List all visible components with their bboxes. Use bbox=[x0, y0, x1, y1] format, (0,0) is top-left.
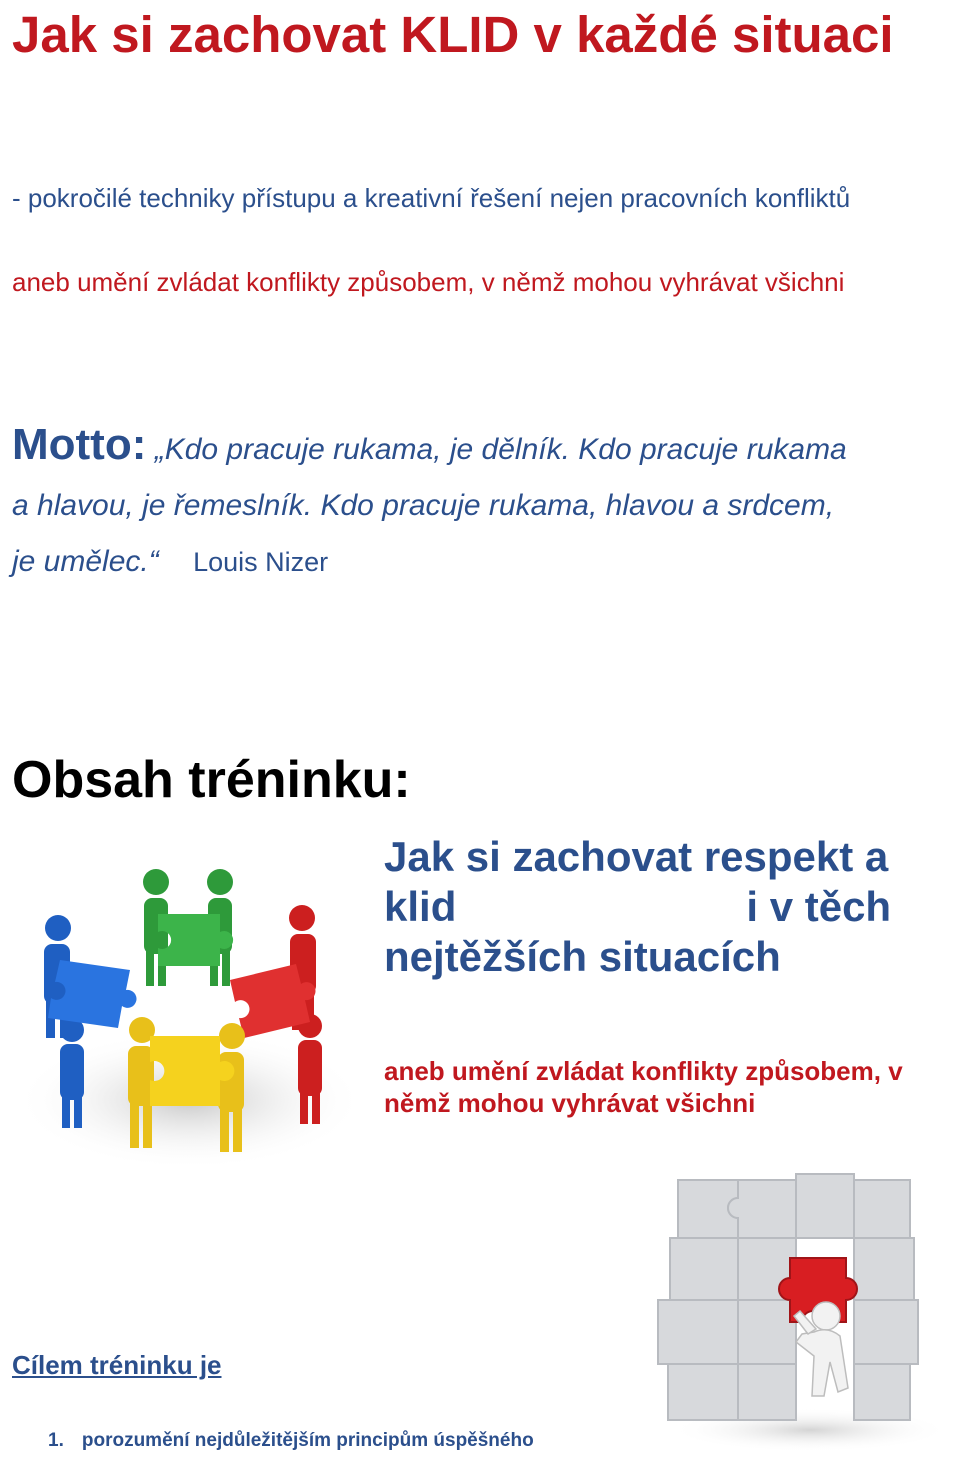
motto-author: Louis Nizer bbox=[193, 547, 329, 577]
training-main-line-2a: klid bbox=[384, 883, 457, 930]
puzzle-people-illustration bbox=[10, 830, 370, 1170]
motto-quote-part-3: je umělec.“ bbox=[12, 545, 159, 578]
list-item-text: porozumění nejdůležitějším principům úspěšného bbox=[81, 1430, 534, 1451]
page-title: Jak si zachovat KLID v každé situaci bbox=[12, 6, 894, 63]
motto-quote-part-1: „Kdo pracuje rukama, je dělník. Kdo pracuje rukama bbox=[154, 433, 847, 466]
tagline: aneb umění zvládat konflikty způsobem, v němž mohou vyhrávat všichni bbox=[12, 267, 845, 297]
training-main-line-3: nejtěžších situacích bbox=[384, 933, 781, 980]
training-main-heading bbox=[384, 832, 924, 982]
subtitle: - pokročilé techniky přístupu a kreativní řešení nejen pracovních konfliktů bbox=[12, 183, 851, 213]
motto-quote-part-2: a hlavou, je řemeslník. Kdo pracuje rukama, hlavou a srdcem, bbox=[12, 489, 835, 522]
motto-line-1 bbox=[12, 420, 892, 469]
goal-heading: Cílem tréninku je bbox=[12, 1350, 222, 1380]
white-figure bbox=[794, 1302, 848, 1396]
goal-list bbox=[48, 1430, 534, 1452]
training-main-line-2b: i v těch bbox=[746, 883, 892, 930]
list-item bbox=[48, 1430, 534, 1452]
puzzle-wall-illustration bbox=[630, 1140, 950, 1452]
list-item-number: 1. bbox=[48, 1430, 64, 1451]
motto-label: Motto: bbox=[12, 420, 147, 469]
green-figures bbox=[143, 869, 233, 986]
motto-line-3 bbox=[12, 543, 892, 581]
motto-block bbox=[12, 420, 892, 581]
training-main-line-1: Jak si zachovat respekt a bbox=[384, 833, 889, 880]
training-subheading: aneb umění zvládat konflikty způsobem, v němž mohou vyhrávat všichni bbox=[384, 1056, 903, 1118]
content-section-heading: Obsah tréninku: bbox=[12, 751, 411, 809]
